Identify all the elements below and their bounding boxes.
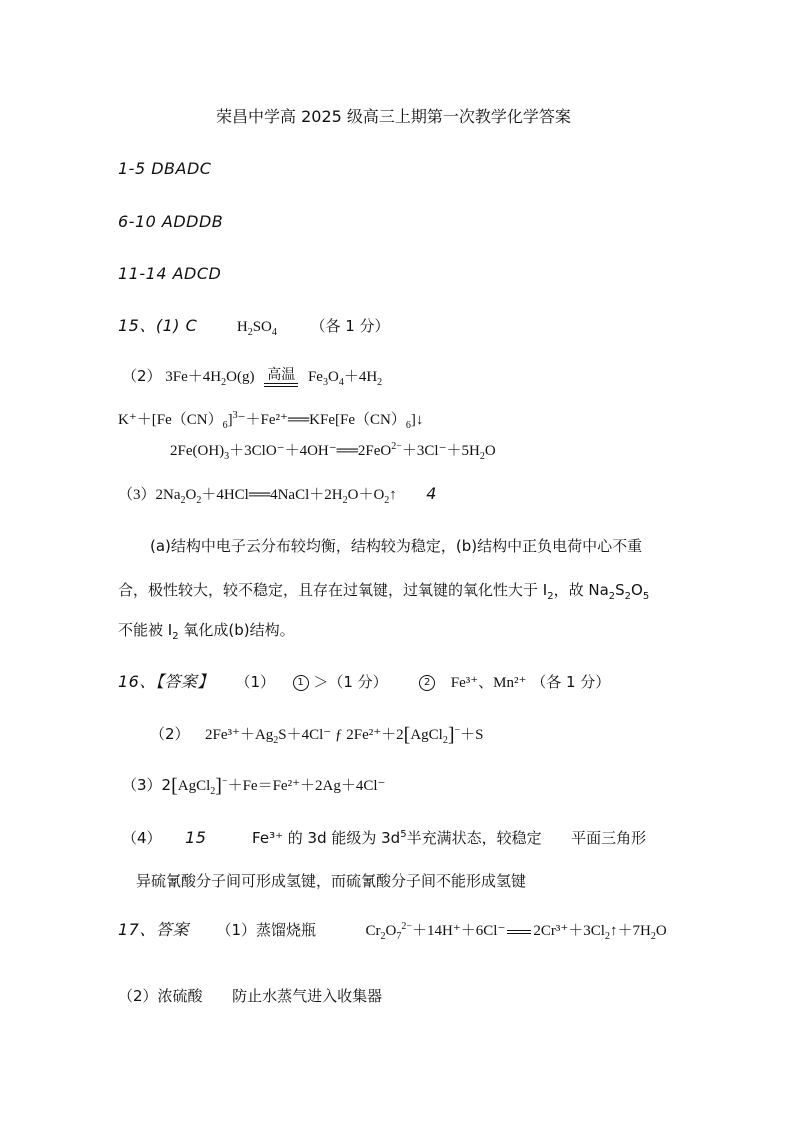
answer-row-11-14: 11-14 ADCD <box>118 264 222 283</box>
q15-explanation-line-1: (a)结构中电子云分布较均衡，结构较为稳定，(b)结构中正负电荷中心不重 <box>150 537 643 555</box>
q16-part3-equation: （3）2[AgCl$_2$]−＋Fe＝Fe²⁺＋2Ag＋4Cl⁻ <box>122 775 386 797</box>
q16-ions: Fe³⁺、Mn²⁺ <box>450 675 527 691</box>
q15-equation-3: $2Fe(OH)_3+3ClO^-+4OH^-══2FeO^{2-}+3Cl^-+5H_2O$ <box>170 441 496 462</box>
q16-part4-number: 15 <box>185 828 207 847</box>
q17-part1: 17、答案 （1）蒸馏烧瓶 $Cr_2O_7^{2-}+14H^++6Cl^-$ $2Cr^{3+}+3Cl_2↑+7H_2O$ <box>118 920 667 942</box>
q16-label: 16、【答案】 <box>118 672 214 691</box>
q16-part4: （4） 15 Fe³⁺ 的 3d 能级为 $3d^5$半充满状态，较稳定 平面三角形 <box>122 828 647 847</box>
answer-row-6-10: 6-10 ADDDB <box>118 212 224 231</box>
q16-part4-shape: 平面三角形 <box>571 829 647 847</box>
q15-label: 15、(1) C <box>118 316 198 335</box>
answer-row-1-5: 1-5 DBADC <box>118 159 212 178</box>
circled-number-1: 1 <box>293 675 309 691</box>
q15-equation-2: $K^++[Fe(CN)_6]^3^-+Fe^{2+}══KFe[Fe(CN)_6]↓$ <box>118 410 424 431</box>
q15-electron-count: 4 <box>426 484 437 503</box>
q17-equation: $Cr_2O_7^{2-}+14H^++6Cl^-$ $2Cr^{3+}+3Cl_2↑+7H_2O$ <box>365 921 667 942</box>
q16-part1: 16、【答案】 （1） 1 ＞（1 分） 2 Fe³⁺、Mn²⁺ （各 1 分） <box>118 672 611 691</box>
q16-part2-equation: （2） $2Fe^{3+}+Ag_2S+4Cl^-$ ƒ 2Fe²⁺＋2[AgCl$_2$]−＋S <box>150 724 484 746</box>
q16-part4-reason: Fe³⁺ 的 3d 能级为 $3d^5$半充满状态，较稳定 <box>252 829 542 847</box>
page-title: 荣昌中学高 2025 级高三上期第一次教学化学答案 <box>216 107 571 126</box>
reaction-condition: 高温 <box>264 368 298 387</box>
q15-part2-equation: （2） $3Fe+4H_2O(g)$ 高温 $Fe_3O_4+4H_2$ <box>122 367 383 388</box>
q15-part3-equation: $(3)2Na_2O_2+4HCl══4NaCl+2H_2O+O_2↑$ 4 <box>118 484 437 506</box>
q15-formula: $H_2SO_4$ <box>236 319 277 338</box>
q15-explanation-line-2: 合，极性较大，较不稳定，且存在过氧键，过氧键的氧化性大于 $I_2$，故 $Na_2S_2O_5$ <box>118 581 650 602</box>
circled-number-2: 2 <box>419 675 435 691</box>
q17-part2: （2）浓硫酸 防止水蒸气进入收集器 <box>118 987 383 1005</box>
q16-part4-line2: 异硫氰酸分子间可形成氢键，而硫氰酸分子间不能形成氢键 <box>136 872 527 890</box>
q15-part1 <box>118 316 390 337</box>
q15-score: （各 1 分） <box>310 317 390 335</box>
q17-label: 17、答案 <box>118 920 189 939</box>
q15-explanation-line-3: 不能被 $I_2$ 氧化成(b)结构。 <box>118 621 295 642</box>
